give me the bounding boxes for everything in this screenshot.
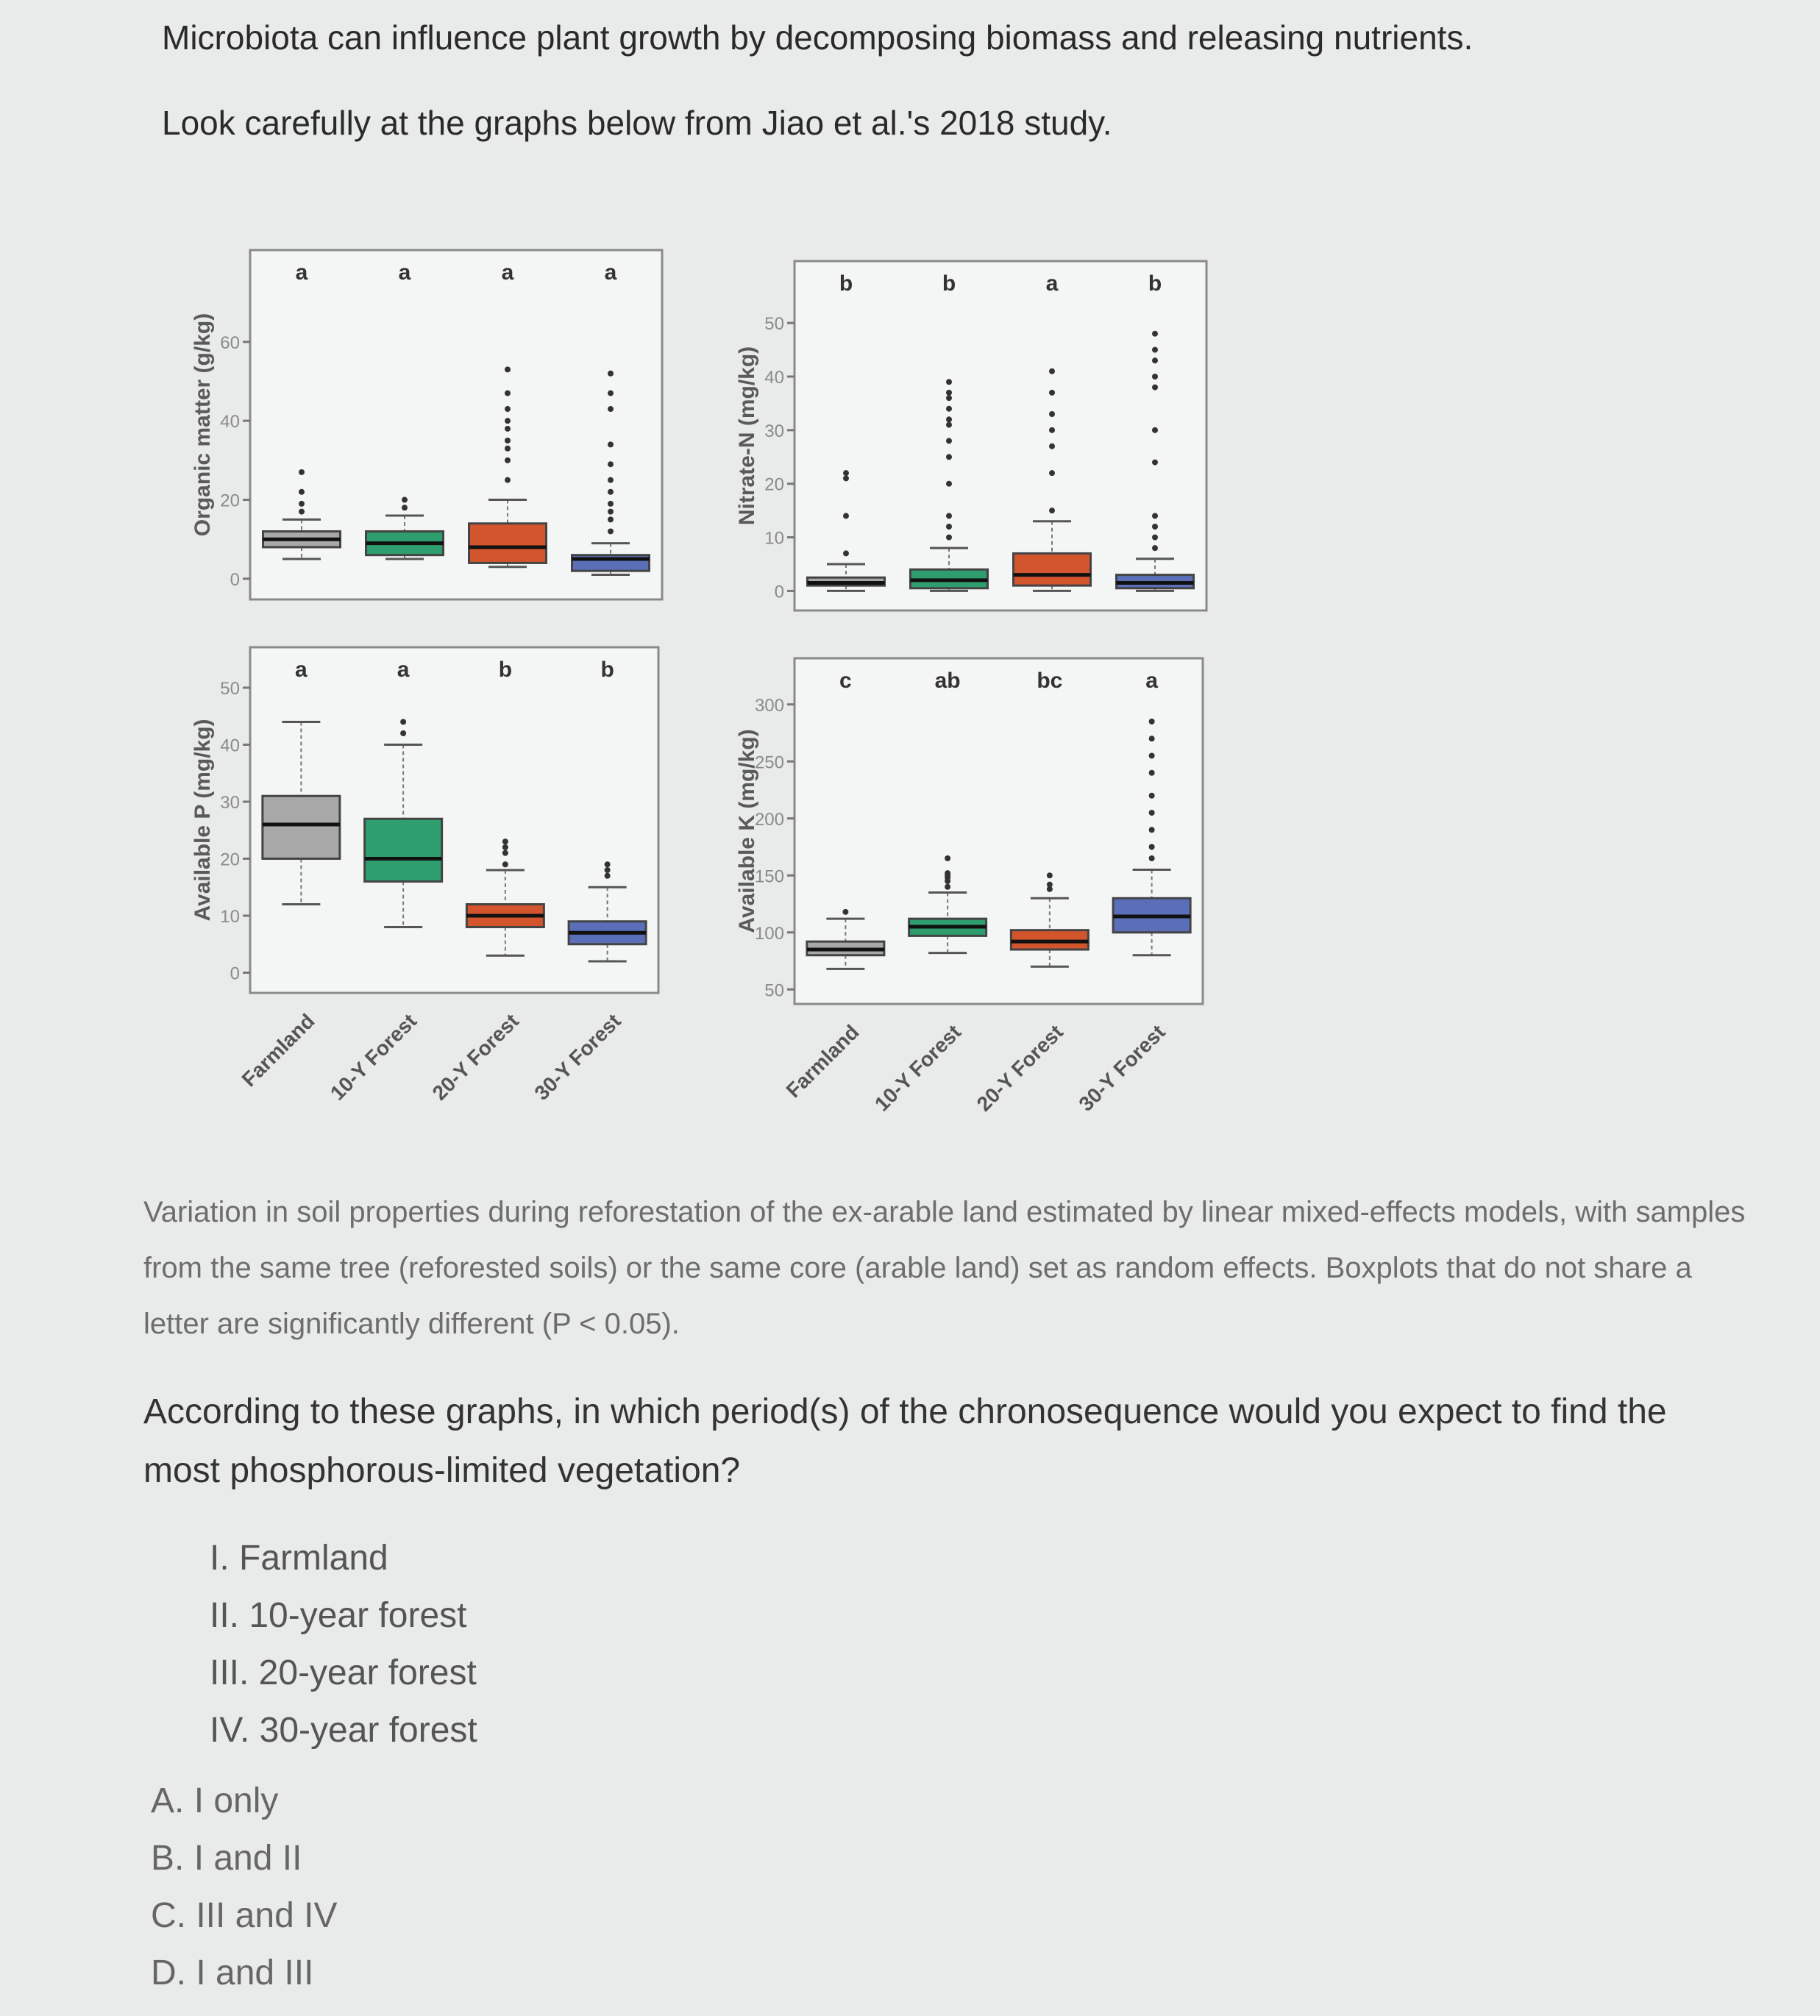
outlier-point xyxy=(1152,427,1158,433)
outlier-point xyxy=(946,379,952,385)
outlier-point xyxy=(608,391,614,396)
statement-1: I. Farmland xyxy=(210,1539,388,1578)
y-tick-label: 30 xyxy=(220,793,240,813)
outlier-point xyxy=(1152,331,1158,337)
category-label: 20-Y Forest xyxy=(427,1009,524,1105)
y-axis-label: Organic matter (g/kg) xyxy=(191,313,215,537)
outlier-point xyxy=(946,481,952,487)
box-2 xyxy=(365,819,442,881)
outlier-point xyxy=(299,489,305,495)
significance-letter: a xyxy=(295,260,308,285)
outlier-point xyxy=(502,838,508,844)
chart-panel-2 xyxy=(735,261,1206,610)
outlier-point xyxy=(505,446,511,452)
significance-letter: b xyxy=(839,271,853,296)
y-tick-label: 20 xyxy=(220,850,240,870)
y-tick-label: 50 xyxy=(764,314,784,335)
y-axis-label: Available P (mg/kg) xyxy=(191,719,215,922)
y-tick-label: 40 xyxy=(764,368,784,388)
y-tick-label: 50 xyxy=(220,679,240,699)
outlier-point xyxy=(1152,524,1158,530)
outlier-point xyxy=(299,501,305,507)
outlier-point xyxy=(505,477,511,483)
outlier-point xyxy=(402,497,408,503)
outlier-point xyxy=(1149,793,1155,799)
outlier-point xyxy=(502,861,508,867)
statement-4: IV. 30-year forest xyxy=(210,1711,477,1750)
outlier-point xyxy=(505,457,511,463)
statement-3: III. 20-year forest xyxy=(210,1653,477,1692)
outlier-point xyxy=(505,418,511,424)
y-tick-label: 40 xyxy=(220,412,240,432)
y-tick-label: 30 xyxy=(764,421,784,441)
outlier-point xyxy=(842,909,848,915)
y-tick-label: 10 xyxy=(764,528,784,549)
answer-options xyxy=(151,1773,337,2002)
outlier-point xyxy=(1049,368,1055,374)
outlier-point xyxy=(946,416,952,422)
outlier-point xyxy=(400,730,406,736)
outlier-point xyxy=(946,513,952,519)
outlier-point xyxy=(608,371,614,377)
outlier-point xyxy=(605,873,611,879)
significance-letter: a xyxy=(1145,669,1158,693)
outlier-point xyxy=(608,489,614,495)
outlier-point xyxy=(1152,460,1158,466)
outlier-point xyxy=(945,855,950,861)
significance-letter: a xyxy=(501,260,514,285)
outlier-point xyxy=(1049,444,1055,449)
y-tick-label: 0 xyxy=(774,582,784,602)
outlier-point xyxy=(505,406,511,412)
significance-letter: a xyxy=(1045,271,1059,296)
outlier-point xyxy=(843,550,849,556)
outlier-point xyxy=(843,470,849,476)
significance-letter: b xyxy=(600,658,614,682)
outlier-point xyxy=(946,454,952,460)
outlier-point xyxy=(946,422,952,428)
y-tick-label: 150 xyxy=(754,866,784,887)
outlier-point xyxy=(946,390,952,396)
chart-panel-4 xyxy=(735,658,1203,1116)
category-label: 30-Y Forest xyxy=(530,1009,625,1105)
outlier-point xyxy=(1152,535,1158,541)
outlier-point xyxy=(1149,844,1155,850)
y-tick-label: 20 xyxy=(764,474,784,495)
outlier-point xyxy=(608,441,614,447)
y-tick-label: 200 xyxy=(754,809,784,830)
outlier-point xyxy=(605,861,611,867)
statement-list xyxy=(210,1530,477,1759)
significance-letter: a xyxy=(295,658,308,682)
outlier-point xyxy=(505,438,511,444)
category-label: 10-Y Forest xyxy=(325,1009,422,1105)
option-b[interactable]: B. I and II xyxy=(151,1839,302,1878)
outlier-point xyxy=(608,406,614,412)
y-tick-label: 0 xyxy=(230,964,240,984)
outlier-point xyxy=(1149,719,1155,724)
outlier-point xyxy=(1152,513,1158,519)
box-3 xyxy=(1014,553,1091,585)
outlier-point xyxy=(1149,855,1155,861)
y-tick-label: 20 xyxy=(220,491,240,511)
outlier-point xyxy=(1149,827,1155,833)
outlier-point xyxy=(1047,872,1053,878)
category-label: 30-Y Forest xyxy=(1074,1020,1170,1116)
outlier-point xyxy=(505,426,511,432)
category-label: 10-Y Forest xyxy=(870,1020,966,1116)
y-axis-label: Available K (mg/kg) xyxy=(735,729,759,933)
y-tick-label: 10 xyxy=(220,907,240,927)
option-a[interactable]: A. I only xyxy=(151,1781,279,1820)
chart-panel-3 xyxy=(191,647,658,1105)
category-label: Farmland xyxy=(237,1009,319,1091)
outlier-point xyxy=(1049,470,1055,476)
option-c[interactable]: C. III and IV xyxy=(151,1896,338,1935)
outlier-point xyxy=(946,406,952,412)
box-3 xyxy=(469,524,547,563)
outlier-point xyxy=(1152,374,1158,380)
outlier-point xyxy=(400,719,406,725)
prompt-text: Look carefully at the graphs below from Jiao et al.'s 2018 study. xyxy=(162,104,1112,142)
chart-panel-1 xyxy=(191,250,662,599)
category-label: Farmland xyxy=(781,1020,864,1103)
outlier-point xyxy=(945,870,950,876)
outlier-point xyxy=(1049,411,1055,417)
significance-letter: a xyxy=(397,658,410,682)
boxplot-figure xyxy=(140,228,1243,1155)
outlier-point xyxy=(608,501,614,507)
outlier-point xyxy=(502,850,508,856)
significance-letter: b xyxy=(498,658,513,682)
option-d[interactable]: D. I and III xyxy=(151,1953,314,1992)
significance-letter: bc xyxy=(1037,669,1063,693)
intro-text: Microbiota can influence plant growth by decomposing biomass and releasing nutrients. xyxy=(162,18,1474,57)
outlier-point xyxy=(505,391,511,396)
outlier-point xyxy=(608,516,614,522)
outlier-point xyxy=(608,477,614,483)
outlier-point xyxy=(1149,753,1155,759)
outlier-point xyxy=(1049,390,1055,396)
outlier-point xyxy=(946,438,952,444)
outlier-point xyxy=(843,475,849,481)
outlier-point xyxy=(608,461,614,467)
outlier-point xyxy=(946,524,952,530)
y-tick-label: 60 xyxy=(220,332,240,353)
outlier-point xyxy=(1152,347,1158,353)
outlier-point xyxy=(1152,545,1158,551)
outlier-point xyxy=(505,366,511,372)
outlier-point xyxy=(502,844,508,850)
outlier-point xyxy=(1149,810,1155,816)
outlier-point xyxy=(946,395,952,401)
y-axis-label: Nitrate-N (mg/kg) xyxy=(735,346,759,526)
outlier-point xyxy=(1047,882,1053,888)
outlier-point xyxy=(1149,770,1155,776)
outlier-point xyxy=(402,505,408,510)
outlier-point xyxy=(1152,385,1158,391)
significance-letter: a xyxy=(604,260,617,285)
outlier-point xyxy=(608,528,614,534)
outlier-point xyxy=(945,884,950,890)
significance-letter: b xyxy=(942,271,956,296)
y-tick-label: 300 xyxy=(754,695,784,716)
y-tick-label: 40 xyxy=(220,735,240,756)
y-tick-label: 0 xyxy=(230,569,240,590)
outlier-point xyxy=(608,509,614,515)
significance-letter: c xyxy=(839,669,852,693)
figure-caption: Variation in soil properties during reforestation of the ex-arable land estimated by linear mixed-effects models, with samples from the same tree (reforested soils) or the same core (arable land) set as random effects. Boxplots that do not share a letter are significantly different (P < 0.05). xyxy=(143,1196,1746,1340)
y-tick-label: 50 xyxy=(764,980,784,1001)
outlier-point xyxy=(299,509,305,515)
outlier-point xyxy=(1152,357,1158,363)
outlier-point xyxy=(843,513,849,519)
statement-2: II. 10-year forest xyxy=(210,1596,467,1635)
significance-letter: b xyxy=(1148,271,1162,296)
question-text: According to these graphs, in which period(s) of the chronosequence would you expect to find the most phosphorous-limited vegetation? xyxy=(143,1392,1667,1490)
outlier-point xyxy=(605,867,611,873)
significance-letter: a xyxy=(398,260,411,285)
outlier-point xyxy=(1049,427,1055,433)
category-label: 20-Y Forest xyxy=(972,1020,1068,1116)
box-1 xyxy=(263,796,340,858)
outlier-point xyxy=(946,535,952,541)
outlier-point xyxy=(1149,735,1155,741)
outlier-point xyxy=(1049,507,1055,513)
significance-letter: ab xyxy=(934,669,961,693)
outlier-point xyxy=(299,469,305,475)
y-tick-label: 250 xyxy=(754,752,784,773)
y-tick-label: 100 xyxy=(754,923,784,944)
